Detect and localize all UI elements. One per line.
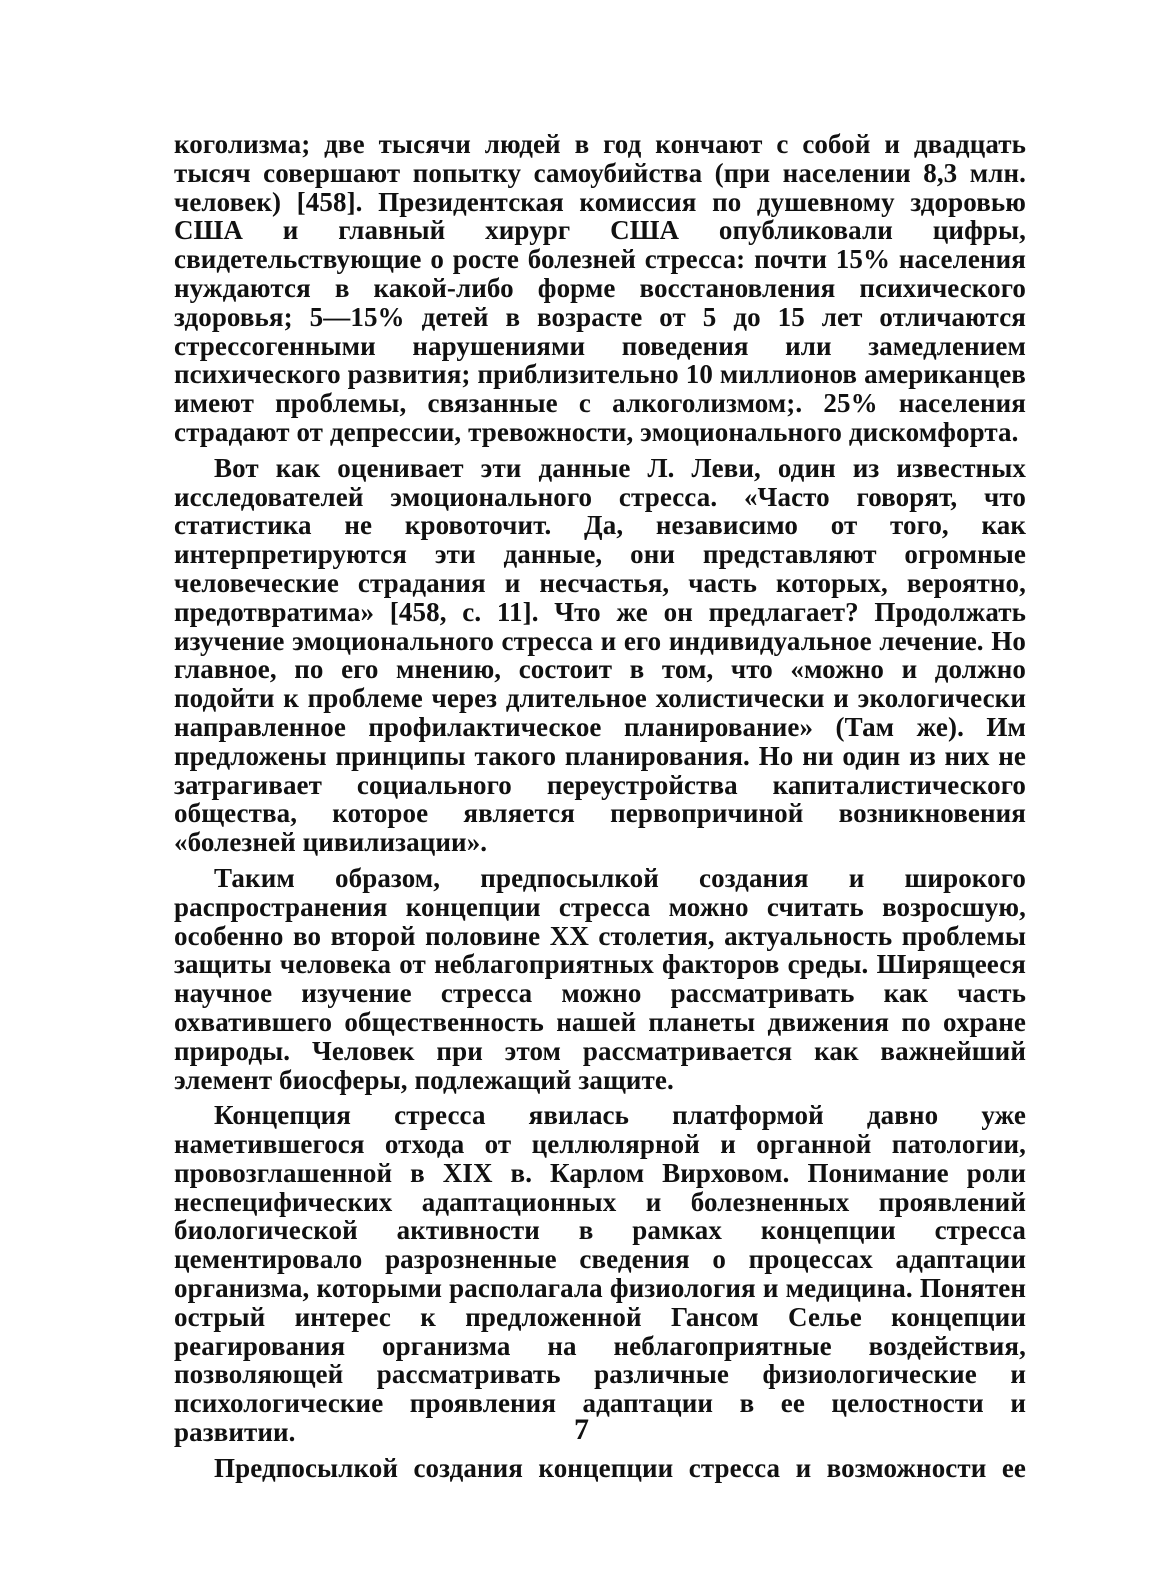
- paragraph-3: Таким образом, предпосылкой создания и широкого распространения концепции стресса можно считать возросшую, особенно во второй половине XX столетия, актуальность проблемы защиты человека от неблагоприятных факторов среды. Ширящееся научное изучение стресса можно рассматривать как часть охватившего общественность нашей планеты движения по охране природы. Человек при этом рассматривается как важнейший элемент биосферы, подлежащий защите.: [174, 862, 1026, 1095]
- paragraph-2: Вот как оценивает эти данные Л. Леви, один из известных исследователей эмоционального стресса. «Часто говорят, что статистика не кровоточит. Да, независимо от того, как интерпретируются эти данные, они представляют огромные человеческие страдания и несчастья, часть которых, вероятно, предотвратима» [458, с. 11]. Что же он предлагает? Продолжать изучение эмоционального стресса и его индивидуальное лечение. Но главное, по его мнению, состоит в том, что «можно и должно подойти к проблеме через длительное холистически и экологически направленное профилактическое планирование» (Там же). Им предложены принципы такого планирования. Но ни один из них не затрагивает социального переустройства капиталистического общества, которое является первопричиной возникновения «болезней цивилизации».: [174, 452, 1026, 858]
- paragraph-4: Концепция стресса явилась платформой давно уже наметившегося отхода от целлюлярной и органной патологии, провозглашенной в XIX в. Карлом Вирховом. Понимание роли неспецифических адаптационных и болезненных проявлений биологической активности в рамках концепции стресса цементировало разрозненные сведения о процессах адаптации организма, которыми располагала физиология и медицина. Понятен острый интерес к предложенной Гансом Селье концепции реагирования организма на неблагоприятные воздействия, позволяющей рассматривать различные физиологические и психологические проявления адаптации в ее целостности и развитии.: [174, 1100, 1026, 1448]
- paragraph-5: Предпосылкой создания концепции стресса и возможности ее: [214, 1452, 1026, 1483]
- page-number: 7: [574, 1413, 589, 1446]
- body-text: [174, 130, 1026, 1490]
- paragraph-1: коголизма; две тысячи людей в год кончают с собой и двадцать тысяч совершают попытку самоубийства (при населении 8,3 млн. человек) [458]. Президентская комиссия по душевному здоровью США и главный хирург США опубликовали цифры, свидетельствующие о росте болезней стресса: почти 15% населения нуждаются в какой-либо форме восстановления психического здоровья; 5—15% детей в возрасте от 5 до 15 лет отличаются стрессогенными нарушениями поведения или замедлением психического развития; приблизительно 10 миллионов американцев имеют проблемы, связанные с алкоголизмом;. 25% населения страдают от депрессии, тревожности, эмоционального дискомфорта.: [174, 129, 1026, 447]
